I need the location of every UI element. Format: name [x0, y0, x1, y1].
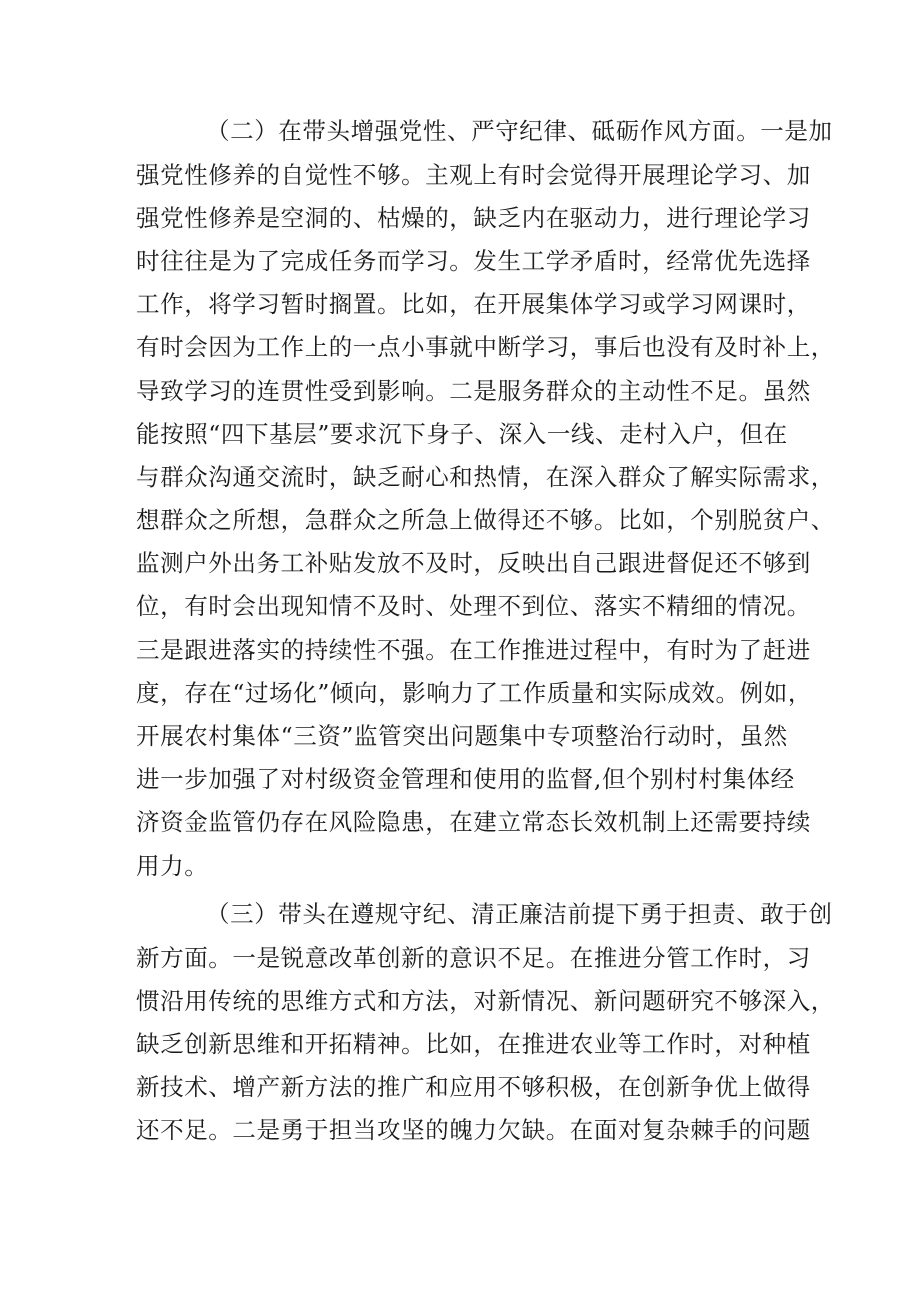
paragraph-2-line-16: 进一步加强了对村级资金管理和使用的监督,但个别村村集体经 — [136, 765, 795, 793]
paragraph-2-line-11: 监测户外出务工补贴发放不及时，反映出自己跟进督促还不够到 — [136, 549, 811, 577]
paragraph-3-line-1: （三）带头在遵规守纪、清正廉洁前提下勇于担责、敢于创 — [206, 900, 833, 928]
paragraph-2-line-15: 开展农村集体“三资”监管突出问题集中专项整治行动时，虽然 — [136, 722, 788, 750]
paragraph-3-line-5: 新技术、增产新方法的推广和应用不够积极，在创新争优上做得 — [136, 1073, 811, 1101]
paragraph-3-line-3: 惯沿用传统的思维方式和方法，对新情况、新问题研究不够深入， — [136, 987, 835, 1015]
paragraph-3-line-4: 缺乏创新思维和开拓精神。比如，在推进农业等工作时，对种植 — [136, 1030, 811, 1058]
paragraph-3-line-6: 还不足。二是勇于担当攻坚的魄力欠缺。在面对复杂棘手的问题 — [136, 1116, 811, 1144]
paragraph-2-line-4: 时往往是为了完成任务而学习。发生工学矛盾时，经常优先选择 — [136, 247, 811, 275]
paragraph-2-line-13: 三是跟进落实的持续性不强。在工作推进过程中，有时为了赶进 — [136, 636, 811, 664]
paragraph-2-line-5: 工作，将学习暂时搁置。比如，在开展集体学习或学习网课时， — [136, 290, 811, 318]
paragraph-3-line-2: 新方面。一是锐意改革创新的意识不足。在推进分管工作时，习 — [136, 944, 811, 972]
paragraph-2-line-1: （二）在带头增强党性、严守纪律、砥砺作风方面。一是加 — [206, 117, 833, 145]
paragraph-2-line-7: 导致学习的连贯性受到影响。二是服务群众的主动性不足。虽然 — [136, 377, 811, 405]
paragraph-2-line-2: 强党性修养的自觉性不够。主观上有时会觉得开展理论学习、加 — [136, 161, 811, 189]
paragraph-2-line-8: 能按照“四下基层”要求沉下身子、深入一线、走村入户，但在 — [136, 420, 788, 448]
paragraph-2-line-17: 济资金监管仍存在风险隐患，在建立常态长效机制上还需要持续 — [136, 808, 811, 836]
paragraph-2-line-10: 想群众之所想，急群众之所急上做得还不够。比如，个别脱贫户、 — [136, 506, 835, 534]
paragraph-2-line-9: 与群众沟通交流时，缺乏耐心和热情，在深入群众了解实际需求， — [136, 463, 835, 491]
paragraph-2-line-14: 度，存在“过场化”倾向，影响力了工作质量和实际成效。例如， — [136, 679, 812, 707]
paragraph-2-line-6: 有时会因为工作上的一点小事就中断学习，事后也没有及时补上， — [136, 333, 835, 361]
paragraph-2-line-18: 用力。 — [136, 852, 209, 880]
paragraph-2-line-3: 强党性修养是空洞的、枯燥的，缺乏内在驱动力，进行理论学习 — [136, 204, 811, 232]
paragraph-2-line-12: 位，有时会出现知情不及时、处理不到位、落实不精细的情况。 — [136, 592, 811, 620]
